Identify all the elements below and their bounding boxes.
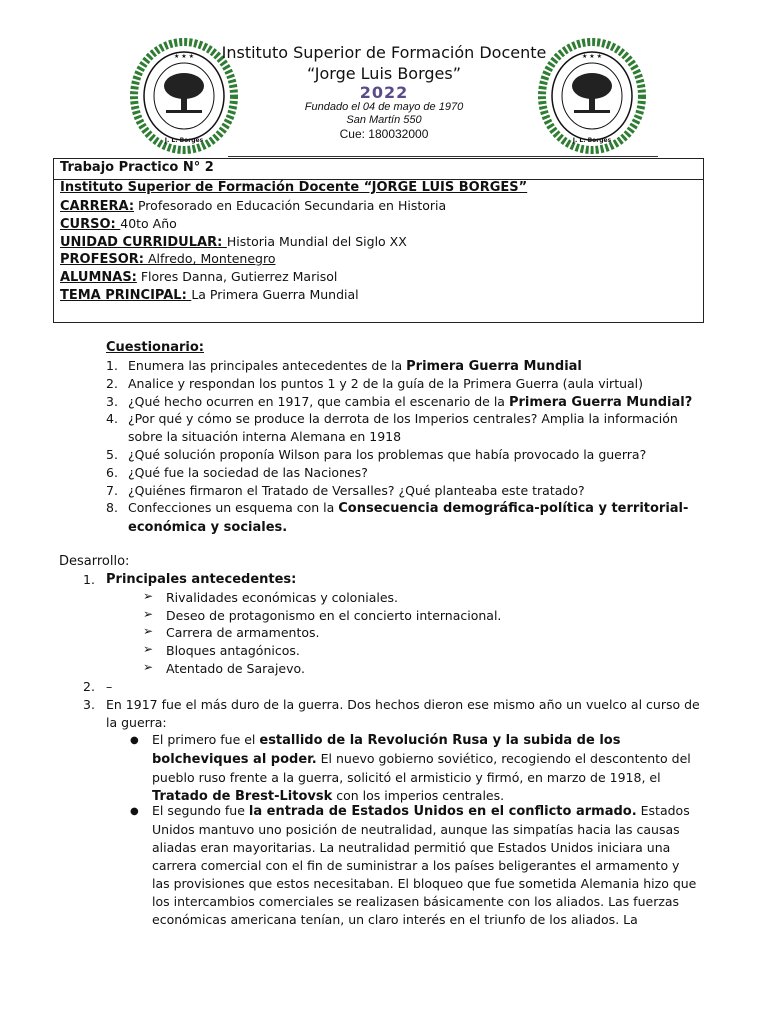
desarrollo-item2-text: – <box>106 679 113 694</box>
question-number: 5. <box>106 447 118 462</box>
antecedente-item: Deseo de protagonismo en el concierto internacional. <box>166 607 502 623</box>
svg-text:J. L. Borges: J. L. Borges <box>572 137 612 144</box>
antecedente-item: Rivalidades económicas y coloniales. <box>166 590 399 605</box>
question-number: 3. <box>106 394 118 409</box>
founded-date: Fundado el 04 de mayo de 1970 <box>304 101 464 113</box>
svg-text:★ ★ ★: ★ ★ ★ <box>174 53 194 60</box>
question-text: ¿Qué fue la sociedad de las Naciones? <box>128 465 368 480</box>
bullet-1-text: El primero fue el estallido de la Revolución Rusa y la subida de los bolcheviques al poder. El nuevo gobierno soviético, recogiendo el descontento del pueblo ruso frente a la guerra, solicitó el armisticio y firmó, en marzo de 1918, el Tratado de Brest-Litovsk con los imperios centrales. <box>152 732 691 804</box>
unidad-line: UNIDAD CURRIDULAR: Historia Mundial del Siglo XX <box>60 234 407 250</box>
curso-line: CURSO: 40to Año <box>60 216 177 232</box>
info-box-title-row <box>54 159 703 180</box>
carrera-line: CARRERA: Profesorado en Educación Secundaria en Historia <box>60 198 447 214</box>
question-text: ¿Qué solución proponía Wilson para los problemas que había provocado la guerra? <box>128 447 647 462</box>
desarrollo-item2-number: 2. <box>83 679 95 694</box>
question-number: 6. <box>106 465 118 480</box>
antecedente-item: Bloques antagónicos. <box>166 643 300 659</box>
desarrollo-item1-number: 1. <box>83 572 95 587</box>
desarrollo-item3-number: 3. <box>83 697 95 712</box>
bullet-1-marker: ● <box>130 735 139 746</box>
question-number: 7. <box>106 483 118 498</box>
info-box <box>53 158 704 323</box>
address: San Martín 550 <box>346 114 422 126</box>
svg-text:J. L. Borges: J. L. Borges <box>164 137 204 144</box>
arrow-bullet-icon: ➢ <box>143 642 154 657</box>
question-text: Enumera las principales antecedentes de la Primera Guerra Mundial <box>128 358 582 374</box>
instituto-line: Instituto Superior de Formación Docente “JORGE LUIS BORGES” <box>60 180 528 195</box>
alumnas-line: ALUMNAS: Flores Danna, Gutierrez Marisol <box>60 269 338 285</box>
institute-name: “Jorge Luis Borges” <box>306 64 461 83</box>
header-divider <box>228 156 658 157</box>
profesor-line: PROFESOR: Alfredo, Montenegro <box>60 251 276 267</box>
desarrollo-item3-text: En 1917 fue el más duro de la guerra. Dos hechos dieron ese mismo año un vuelco al curso de la guerra: <box>106 697 700 730</box>
question-number: 1. <box>106 358 118 373</box>
svg-text:★ ★ ★: ★ ★ ★ <box>582 53 602 60</box>
bullet-2-text: El segundo fue la entrada de Estados Unidos en el conflicto armado. Estados Unidos mantuvo uno posición de neutralidad, aunque las simpatías hacia las causas aliadas eran mayoritarias. La neutralidad permitió que Estados Unidos iniciara una carrera comercial con el fin de suministrar a los países beligerantes el armamento y las provisiones que estos necesitaban. El bloqueo que fue sometida Alemania hizo que los intercambios comerciales se realizasen básicamente con los aliados. Las fuerzas económicas americana tenían, un claro interés en el triunfo de los aliados. La <box>152 803 697 927</box>
question-text: ¿Por qué y cómo se produce la derrota de los Imperios centrales? Amplia la información sobre la situación interna Alemana en 1918 <box>128 411 678 444</box>
desarrollo-item1-title: Principales antecedentes: <box>106 572 297 587</box>
arrow-bullet-icon: ➢ <box>143 624 154 639</box>
question-number: 4. <box>106 411 118 426</box>
trabajo-title: Trabajo Practico N° 2 <box>60 160 214 175</box>
arrow-bullet-icon: ➢ <box>143 589 154 603</box>
question-text: ¿Quiénes firmaron el Tratado de Versalles? ¿Qué planteaba este tratado? <box>128 483 585 498</box>
arrow-bullet-icon: ➢ <box>143 659 154 674</box>
desarrollo-heading: Desarrollo: <box>59 554 130 569</box>
year: 2022 <box>359 83 409 102</box>
cue-code: Cue: 180032000 <box>339 127 429 141</box>
question-text: Confecciones un esquema con la Consecuencia demográfica-política y territorial-económica y sociales. <box>128 500 689 535</box>
antecedente-item: Atentado de Sarajevo. <box>166 660 305 676</box>
arrow-bullet-icon: ➢ <box>143 606 154 621</box>
question-text: ¿Qué hecho ocurren en 1917, que cambia el escenario de la Primera Guerra Mundial? <box>128 394 693 410</box>
tema-line: TEMA PRINCIPAL: La Primera Guerra Mundial <box>60 287 359 303</box>
institute-title: Instituto Superior de Formación Docente <box>221 43 547 62</box>
question-number: 2. <box>106 376 118 391</box>
question-text: Analice y respondan los puntos 1 y 2 de la guía de la Primera Guerra (aula virtual) <box>128 376 644 391</box>
cuestionario-heading: Cuestionario: <box>106 340 204 355</box>
question-number: 8. <box>106 500 118 515</box>
bullet-2-marker: ● <box>130 806 139 817</box>
antecedente-item: Carrera de armamentos. <box>166 625 320 641</box>
